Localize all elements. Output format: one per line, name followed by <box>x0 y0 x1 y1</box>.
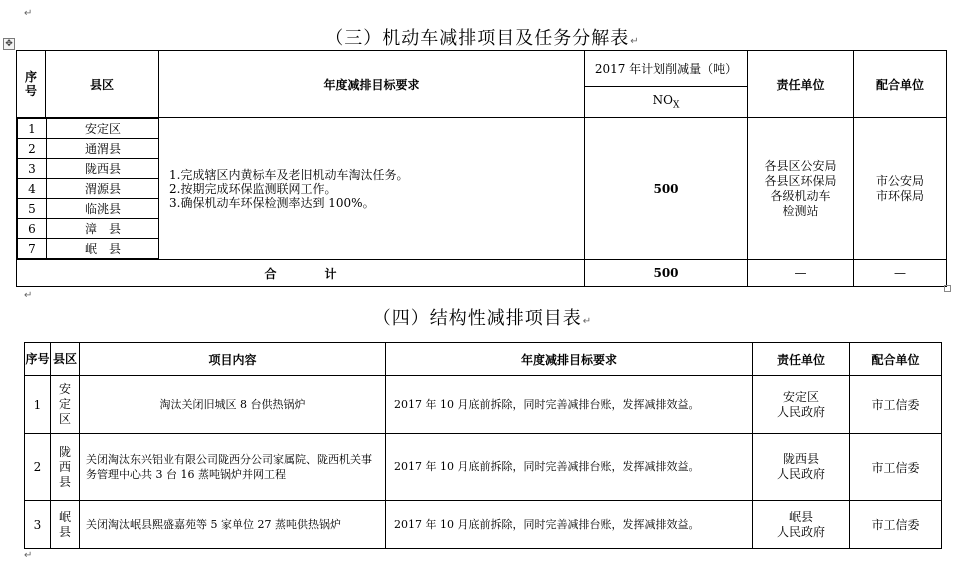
county-row <box>18 199 159 219</box>
target-line-2: 2.按期完成环保监测联网工作。 <box>169 181 337 196</box>
paragraph-mark: ↵ <box>630 36 640 47</box>
header-target: 年度减排目标要求 <box>386 343 753 376</box>
row-responsible <box>753 501 850 549</box>
header-seq: 序号 <box>17 51 46 118</box>
table1-title-text: （三）机动车减排项目及任务分解表 <box>325 28 630 49</box>
responsible-units <box>748 118 854 260</box>
cooperating-line-2: 市环保局 <box>875 188 924 203</box>
row-county: 陇西县 <box>51 434 80 501</box>
header-plan: 2017 年计划削减量（吨） <box>585 51 748 87</box>
total-label-a: 合 <box>264 266 277 281</box>
county-row-number: 1 <box>18 119 47 139</box>
county-list-cell <box>17 118 159 260</box>
row-target: 2017 年 10 月底前拆除，同时完善减排台账，发挥减排效益。 <box>386 376 753 434</box>
county-row-name: 漳 县 <box>47 219 159 239</box>
row-cooperating: 市工信委 <box>850 501 942 549</box>
table-row <box>25 376 942 434</box>
county-row <box>18 119 159 139</box>
row-target: 2017 年 10 月底前拆除，同时完善减排台账，发挥减排效益。 <box>386 434 753 501</box>
responsible-line: 岷县 <box>788 509 813 524</box>
row-number: 3 <box>25 501 51 549</box>
total-cooperating: — <box>854 260 947 287</box>
responsible-line-4: 检测站 <box>782 203 819 218</box>
county-row <box>18 179 159 199</box>
county-row-number: 5 <box>18 199 47 219</box>
header-seq: 序号 <box>25 343 51 376</box>
header-county: 县区 <box>46 51 159 118</box>
paragraph-mark: ↵ <box>24 290 33 301</box>
total-amount: 500 <box>585 260 748 287</box>
county-row-name: 临洮县 <box>47 199 159 219</box>
structural-emission-table <box>24 342 942 549</box>
header-cooperating: 配合单位 <box>850 343 942 376</box>
row-number: 2 <box>25 434 51 501</box>
plan-amount: 500 <box>585 118 748 260</box>
header-responsible: 责任单位 <box>748 51 854 118</box>
row-target: 2017 年 10 月底前拆除，同时完善减排台账，发挥减排效益。 <box>386 501 753 549</box>
header-county: 县区 <box>51 343 80 376</box>
row-number: 1 <box>25 376 51 434</box>
table-row <box>25 501 942 549</box>
row-content: 淘汰关闭旧城区 8 台供热锅炉 <box>80 376 386 434</box>
row-cooperating: 市工信委 <box>850 434 942 501</box>
responsible-line-2: 各县区环保局 <box>764 173 837 188</box>
county-row-name: 通渭县 <box>47 139 159 159</box>
table1-title <box>0 24 965 50</box>
responsible-line: 人民政府 <box>776 524 825 539</box>
county-row-number: 6 <box>18 219 47 239</box>
row-county: 岷县 <box>51 501 80 549</box>
responsible-line: 安定区 <box>782 389 819 404</box>
row-county: 安定区 <box>51 376 80 434</box>
paragraph-mark: ↵ <box>24 550 33 561</box>
paragraph-mark: ↵ <box>582 316 593 327</box>
paragraph-mark: ↵ <box>24 8 33 19</box>
row-responsible <box>753 376 850 434</box>
table2-title <box>0 304 965 330</box>
total-label <box>17 260 585 287</box>
total-responsible: — <box>748 260 854 287</box>
header-target: 年度减排目标要求 <box>159 51 585 118</box>
county-row-number: 2 <box>18 139 47 159</box>
responsible-line: 人民政府 <box>776 404 825 419</box>
table-resize-handle[interactable] <box>944 285 951 292</box>
responsible-line-1: 各县区公安局 <box>764 158 837 173</box>
nox-subscript: X <box>672 100 680 111</box>
county-row-name: 岷 县 <box>47 239 159 259</box>
responsible-line-3: 各级机动车 <box>770 188 831 203</box>
cooperating-units <box>854 118 947 260</box>
vehicle-emission-table <box>16 50 947 287</box>
header-content: 项目内容 <box>80 343 386 376</box>
table2-title-text: （四）结构性减排项目表 <box>372 308 582 329</box>
responsible-line: 陇西县 <box>782 452 819 466</box>
responsible-line: 人民政府 <box>776 467 825 481</box>
target-line-1: 1.完成辖区内黄标车及老旧机动车淘汰任务。 <box>169 167 409 182</box>
county-row-number: 3 <box>18 159 47 179</box>
county-row-name: 陇西县 <box>47 159 159 179</box>
row-content: 关闭淘汰岷县熙盛嘉苑等 5 家单位 27 蒸吨供热锅炉 <box>80 501 386 549</box>
county-row <box>18 219 159 239</box>
county-row-name: 渭源县 <box>47 179 159 199</box>
row-responsible <box>753 434 850 501</box>
total-label-b: 计 <box>324 266 337 281</box>
header-cooperating: 配合单位 <box>854 51 947 118</box>
header-responsible: 责任单位 <box>753 343 850 376</box>
county-row-name: 安定区 <box>47 119 159 139</box>
target-line-3: 3.确保机动车环保检测率达到 100%。 <box>169 195 375 210</box>
county-row-number: 7 <box>18 239 47 259</box>
cooperating-line-1: 市公安局 <box>875 173 924 188</box>
header-nox <box>585 87 748 118</box>
county-row <box>18 139 159 159</box>
county-row <box>18 159 159 179</box>
county-row <box>18 239 159 259</box>
county-list <box>17 118 159 259</box>
nox-base: NO <box>652 93 673 108</box>
target-requirements <box>159 118 585 260</box>
table-move-handle-icon[interactable]: ✥ <box>3 38 15 50</box>
row-cooperating: 市工信委 <box>850 376 942 434</box>
county-row-number: 4 <box>18 179 47 199</box>
table-row <box>25 434 942 501</box>
row-content: 关闭淘汰东兴铝业有限公司陇西分公司家属院、陇西机关事务管理中心共 3 台 16 蒸吨锅炉并网工程 <box>80 434 386 501</box>
